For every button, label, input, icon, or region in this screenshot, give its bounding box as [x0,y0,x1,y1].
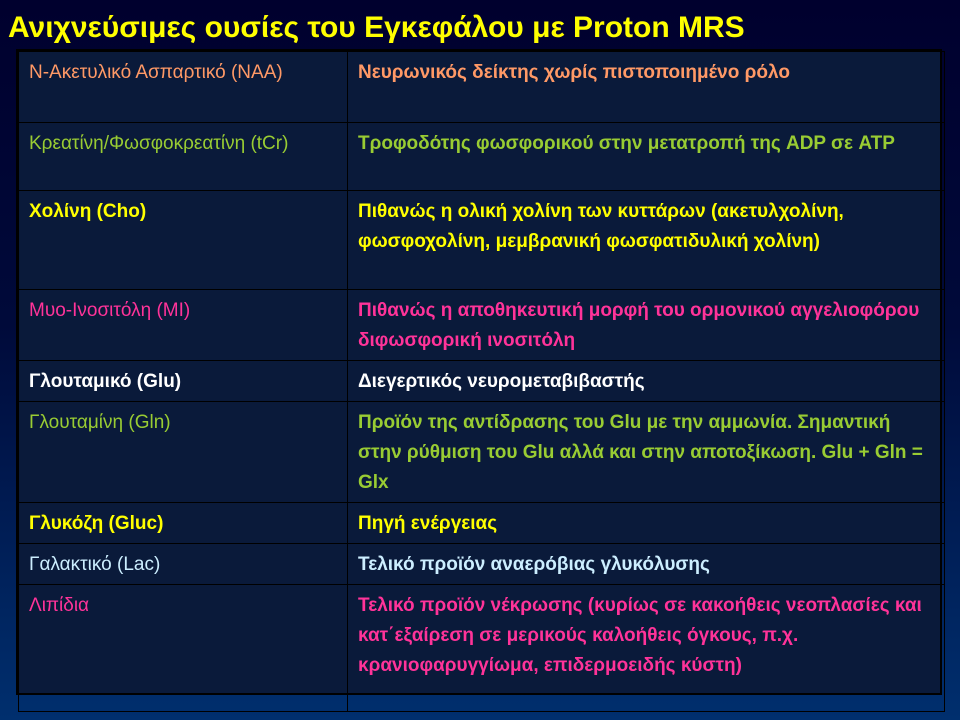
substance-cell: Λιπίδια [19,585,348,712]
substances-table [16,49,942,695]
table-row [19,123,945,191]
table-row [19,191,945,290]
substance-cell: Γλυκόζη (Gluc) [19,503,348,544]
substance-cell: Κρεατίνη/Φωσφοκρεατίνη (tCr) [19,123,348,191]
table-row [19,503,945,544]
table-row [19,52,945,123]
substance-cell: Μυο-Ινοσιτόλη (MI) [19,290,348,361]
description-cell: Πιθανώς η ολική χολίνη των κυττάρων (ακετυλχολίνη, φωσφοχολίνη, μεμβρανική φωσφατιδυλική χολίνη) [348,191,945,290]
description-cell: Νευρωνικός δείκτης χωρίς πιστοποιημένο ρόλο [348,52,945,123]
substances-table-grid [18,51,945,712]
table-row [19,361,945,402]
table-row [19,402,945,503]
table-body [19,52,945,712]
description-cell: Πιθανώς η αποθηκευτική μορφή του ορμονικού αγγελιοφόρου διφωσφορική ινοσιτόλη [348,290,945,361]
description-cell: Προϊόν της αντίδρασης του Glu με την αμμωνία. Σημαντική στην ρύθμιση του Glu αλλά και στην αποτοξίκωση. Glu + Gln = Glx [348,402,945,503]
substance-cell: N-Ακετυλικό Ασπαρτικό (NAA) [19,52,348,123]
description-cell: Διεγερτικός νευρομεταβιβαστής [348,361,945,402]
substance-cell: Γαλακτικό (Lac) [19,544,348,585]
description-cell: Τελικό προϊόν αναερόβιας γλυκόλυσης [348,544,945,585]
description-cell: Τροφοδότης φωσφορικού στην μετατροπή της ADP σε ATP [348,123,945,191]
description-cell: Πηγή ενέργειας [348,503,945,544]
substance-cell: Χολίνη (Cho) [19,191,348,290]
substance-cell: Γλουταμικό (Glu) [19,361,348,402]
description-cell: Τελικό προϊόν νέκρωσης (κυρίως σε κακοήθεις νεοπλασίες και κατ΄εξαίρεση σε μερικούς καλοήθεις όγκους, π.χ. κρανιοφαρυγγίωμα, επιδερμοειδής κύστη) [348,585,945,712]
table-row [19,544,945,585]
table-row [19,585,945,712]
slide-title: Ανιχνεύσιμες ουσίες του Εγκεφάλου με Proton MRS [8,11,745,44]
table-row [19,290,945,361]
substance-cell: Γλουταμίνη (Gln) [19,402,348,503]
